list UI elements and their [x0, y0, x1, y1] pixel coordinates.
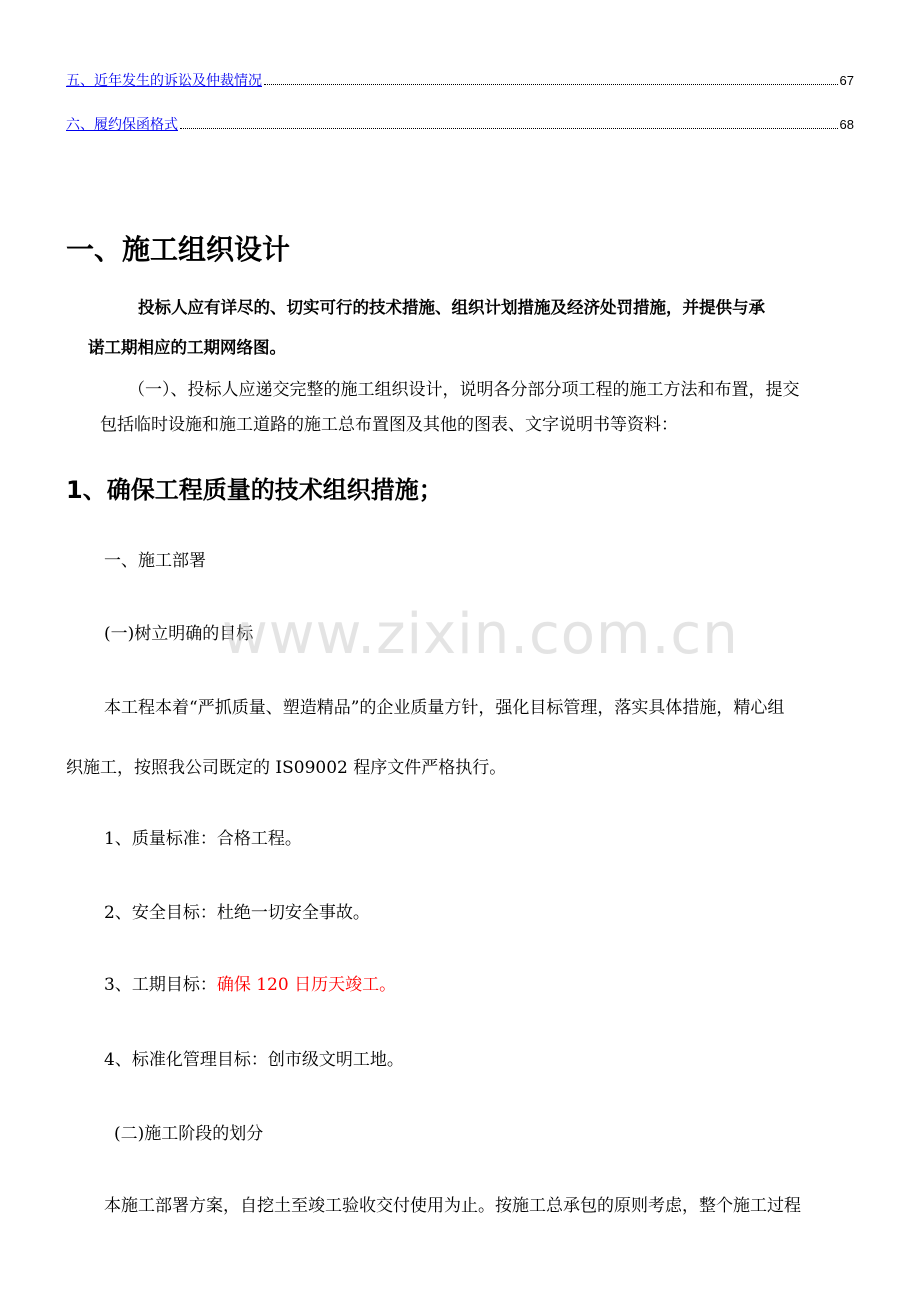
goal-safety: 2、安全目标：杜绝一切安全事故。	[104, 903, 370, 923]
subsection-title: (一)树立明确的目标	[104, 624, 254, 644]
toc-entry-litigation[interactable]	[66, 72, 854, 90]
goal-quality: 1、质量标准：合格工程。	[104, 829, 302, 849]
intro-line-2: 诺工期相应的工期网络图。	[88, 338, 286, 357]
toc-leader-dots	[264, 84, 838, 85]
subsection-title-2: (二)施工阶段的划分	[114, 1124, 264, 1144]
toc-page-number: 68	[839, 117, 854, 132]
goal-management: 4、标准化管理目标：创市级文明工地。	[104, 1050, 404, 1070]
watermark-text: www.zixin.com.cn	[222, 602, 739, 667]
goal-schedule-label: 3、工期目标：	[104, 975, 217, 995]
section-heading: 一、施工组织设计	[66, 233, 291, 266]
policy-line-2: 织施工，按照我公司既定的 IS09002 程序文件严格执行。	[66, 758, 507, 778]
section-title: 一、施工部署	[104, 551, 206, 571]
toc-link[interactable]: 五、近年发生的诉讼及仲裁情况	[66, 73, 262, 89]
requirement-line-1: （一）、投标人应递交完整的施工组织设计，说明各分部分项工程的施工方法和布置，提交	[128, 380, 800, 400]
toc-entry-performance-bond[interactable]	[66, 116, 854, 134]
toc-link[interactable]: 六、履约保函格式	[66, 117, 178, 133]
subsection-heading: 1、确保工程质量的技术组织措施；	[66, 476, 443, 504]
intro-line-1: 投标人应有详尽的、切实可行的技术措施、组织计划措施及经济处罚措施，并提供与承	[138, 298, 765, 317]
deployment-line: 本施工部署方案，自挖土至竣工验收交付使用为止。按施工总承包的原则考虑，整个施工过程	[104, 1196, 801, 1216]
toc-leader-dots	[180, 128, 838, 129]
policy-line-1: 本工程本着“严抓质量、塑造精品”的企业质量方针，强化目标管理，落实具体措施，精心组	[104, 698, 785, 718]
goal-schedule-value: 确保 120 日历天竣工。	[216, 975, 397, 995]
requirement-line-2: 包括临时设施和施工道路的施工总布置图及其他的图表、文字说明书等资料：	[100, 415, 678, 435]
goal-schedule	[104, 974, 396, 996]
toc-page-number: 67	[839, 73, 854, 88]
